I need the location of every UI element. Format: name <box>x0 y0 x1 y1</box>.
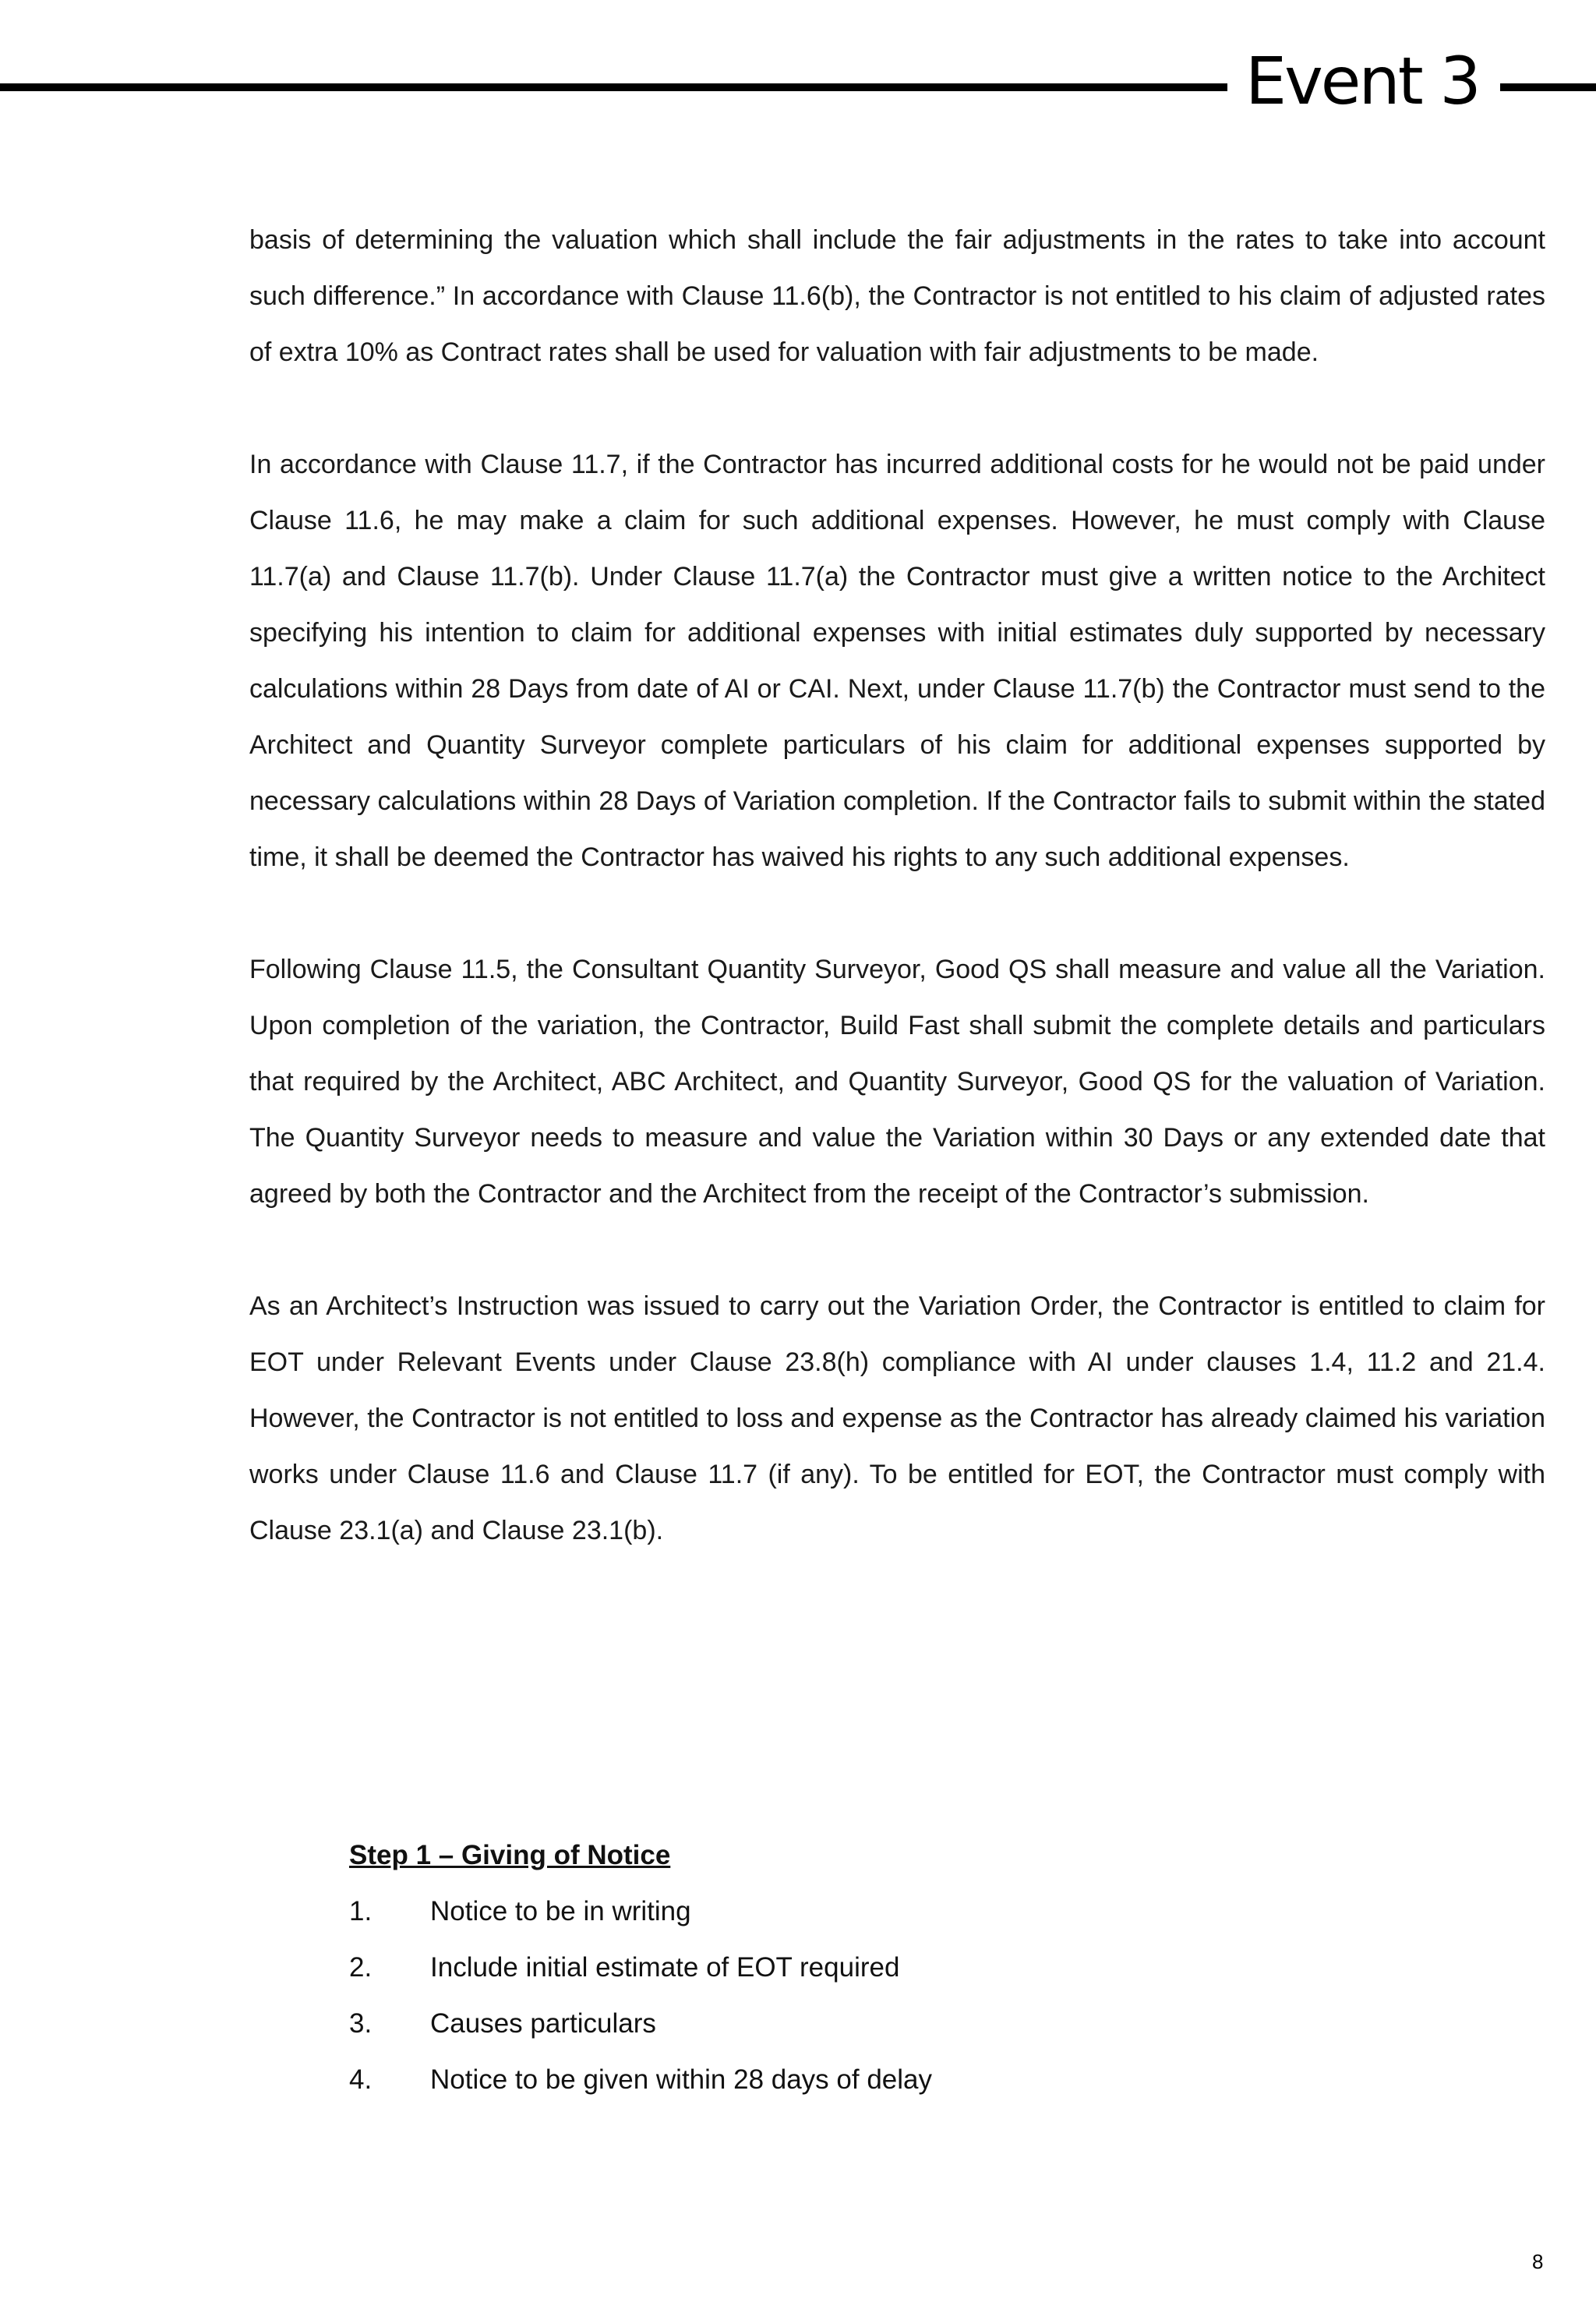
steps-list <box>349 1884 1284 2108</box>
list-item-number: 2. <box>349 1952 373 1983</box>
header-rule-left <box>0 83 1227 91</box>
list-item-number: 3. <box>349 2008 373 2039</box>
paragraph-eot-entitlement: As an Architect’s Instruction was issued to carry out the Variation Order, the Contractor is entitled to claim for EOT under Relevant Events under Clause 23.8(h) compliance with AI under clauses 1.4, 11.2 and 21.4. However, the Contractor is not entitled to loss and expense as the Contractor has already claimed his variation works under Clause 11.6 and Clause 11.7 (if any). To be entitled for EOT, the Contractor must comply with Clause 23.1(a) and Clause 23.1(b). <box>249 1291 1545 1545</box>
page-number: 8 <box>1532 2250 1544 2273</box>
body-text <box>249 212 1545 1559</box>
list-item-text: Notice to be in writing <box>430 1896 691 1926</box>
list-item-number: 1. <box>349 1896 373 1926</box>
list-item-text: Notice to be given within 28 days of delay <box>430 2064 932 2095</box>
list-item <box>349 1884 1284 1940</box>
list-item <box>349 2052 1284 2108</box>
list-item <box>349 1996 1284 2052</box>
paragraph-measure-and-value: Following Clause 11.5, the Consultant Quantity Surveyor, Good QS shall measure and value all the Variation. Upon completion of the variation, the Contractor, Build Fast shall submit the complete details and particulars that required by the Architect, ABC Architect, and Quantity Surveyor, Good QS for the valuation of Variation. The Quantity Surveyor needs to measure and value the Variation within 30 Days or any extended date that agreed by both the Contractor and the Architect from the receipt of the Contractor’s submission. <box>249 955 1545 1209</box>
list-item-text: Include initial estimate of EOT required <box>430 1952 900 1983</box>
header-rule-right <box>1500 83 1596 91</box>
list-item <box>349 1940 1284 1996</box>
list-item-number: 4. <box>349 2064 373 2095</box>
paragraph-additional-expenses: In accordance with Clause 11.7, if the Contractor has incurred additional costs for he would not be paid under Clause 11.6, he may make a claim for such additional expenses. However, he must comply with Clause 11.7(a) and Clause 11.7(b). Under Clause 11.7(a) the Contractor must give a written notice to the Architect specifying his intention to claim for additional expenses with initial estimates duly supported by necessary calculations within 28 Days from date of AI or CAI. Next, under Clause 11.7(b) the Contractor must send to the Architect and Quantity Surveyor complete particulars of his claim for additional expenses supported by necessary calculations within 28 Days of Variation completion. If the Contractor fails to submit within the stated time, it shall be deemed the Contractor has waived his rights to any such additional expenses. <box>249 450 1545 872</box>
steps-heading: Step 1 – Giving of Notice <box>349 1840 671 1870</box>
steps-section <box>349 1827 1284 2108</box>
paragraph-valuation: basis of determining the valuation which shall include the fair adjustments in the rates to take into account such difference.” In accordance with Clause 11.6(b), the Contractor is not entitled to his claim of adjusted rates of extra 10% as Contract rates shall be used for valuation with fair adjustments to be made. <box>249 225 1545 367</box>
page-title: Event 3 <box>1245 43 1479 119</box>
list-item-text: Causes particulars <box>430 2008 656 2039</box>
